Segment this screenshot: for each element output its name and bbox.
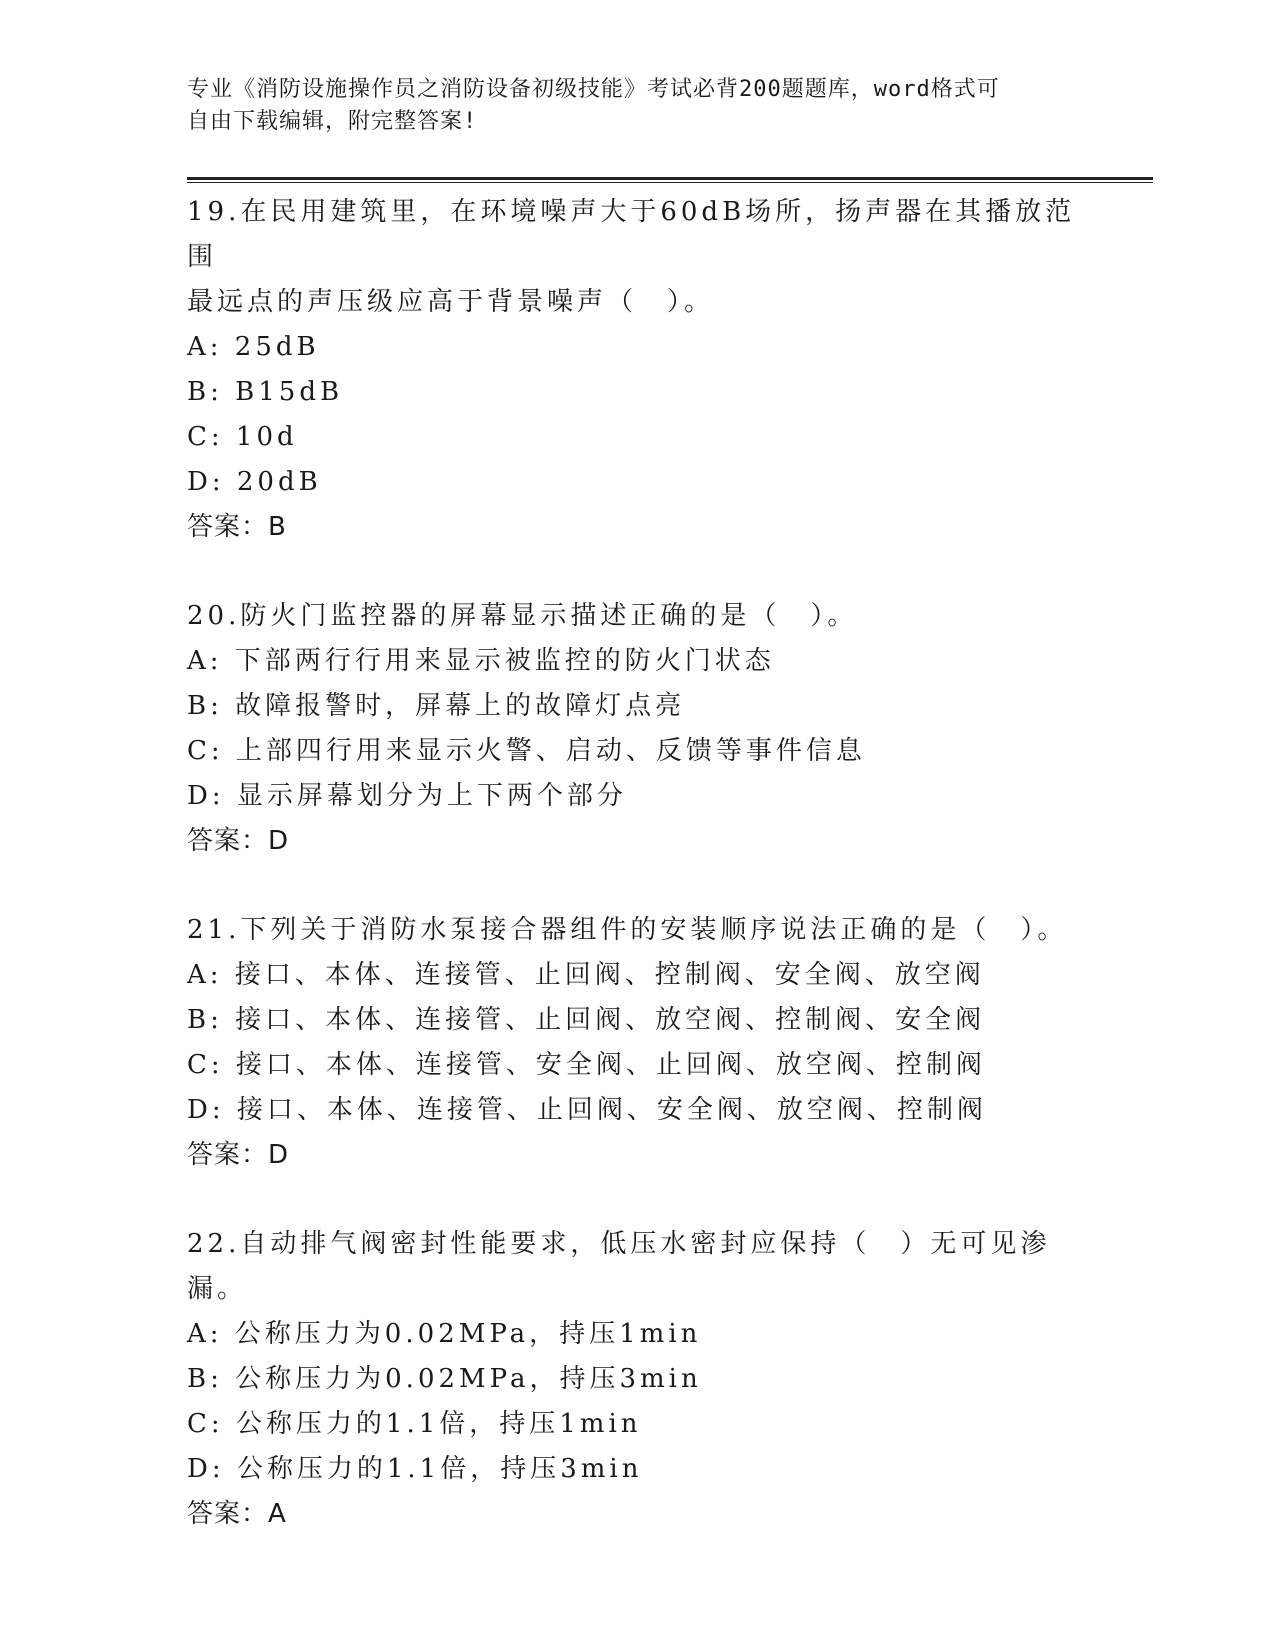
answer: 答案：D xyxy=(187,826,290,856)
option-c: C: 10d xyxy=(187,422,298,452)
header-divider-thick xyxy=(187,177,1153,180)
option-c: C: 公称压力的1.1倍，持压1min xyxy=(187,1409,642,1439)
question-20 xyxy=(187,594,1087,864)
question-19 xyxy=(187,190,1087,550)
option-c: C: 接口、本体、连接管、安全阀、止回阀、放空阀、控制阀 xyxy=(187,1050,986,1080)
header-divider-thin xyxy=(187,182,1153,183)
question-stem-continued: 最远点的声压级应高于背景噪声（ ）。 xyxy=(187,287,715,317)
question-22 xyxy=(187,1222,1087,1537)
option-d: D: 公称压力的1.1倍，持压3min xyxy=(187,1454,643,1484)
header-line-2: 自由下载编辑，附完整答案! xyxy=(187,109,478,134)
option-d: D: 接口、本体、连接管、止回阀、安全阀、放空阀、控制阀 xyxy=(187,1095,987,1125)
question-stem: 19.在民用建筑里，在环境噪声大于60dB场所，扬声器在其播放范围 xyxy=(187,197,1076,272)
option-a: A: 接口、本体、连接管、止回阀、控制阀、安全阀、放空阀 xyxy=(187,960,985,990)
option-b: B: B15dB xyxy=(187,377,344,407)
header-line-1: 专业《消防设施操作员之消防设备初级技能》考试必背200题题库，word格式可 xyxy=(187,77,1000,102)
answer: 答案：B xyxy=(187,512,287,542)
answer: 答案：D xyxy=(187,1140,290,1170)
option-d: D: 20dB xyxy=(187,467,322,497)
option-b: B: 公称压力为0.02MPa，持压3min xyxy=(187,1364,702,1394)
option-a: A: 公称压力为0.02MPa，持压1min xyxy=(187,1319,702,1349)
option-a: A: 下部两行行用来显示被监控的防火门状态 xyxy=(187,646,775,676)
option-a: A: 25dB xyxy=(187,332,320,362)
option-c: C: 上部四行用来显示火警、启动、反馈等事件信息 xyxy=(187,736,866,766)
question-list xyxy=(187,190,1087,1581)
question-stem: 21.下列关于消防水泵接合器组件的安装顺序说法正确的是（ ）。 xyxy=(187,915,1068,945)
question-21 xyxy=(187,908,1087,1178)
question-stem: 22.自动排气阀密封性能要求，低压水密封应保持（ ）无可见渗漏。 xyxy=(187,1229,1051,1304)
answer: 答案：A xyxy=(187,1499,287,1529)
option-d: D: 显示屏幕划分为上下两个部分 xyxy=(187,781,627,811)
document-header xyxy=(187,74,1087,138)
question-stem: 20.防火门监控器的屏幕显示描述正确的是（ ）。 xyxy=(187,601,858,631)
option-b: B: 故障报警时，屏幕上的故障灯点亮 xyxy=(187,691,686,721)
option-b: B: 接口、本体、连接管、止回阀、放空阀、控制阀、安全阀 xyxy=(187,1005,986,1035)
